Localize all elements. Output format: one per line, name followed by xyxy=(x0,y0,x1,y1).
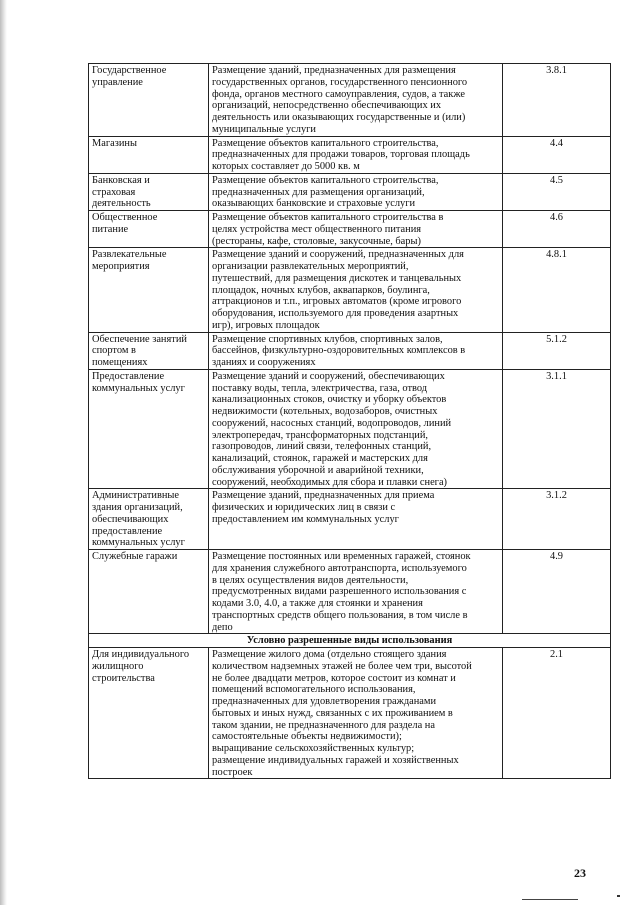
text-line: оборудования, используемого для проведения азартных xyxy=(212,308,459,319)
section-header-row xyxy=(89,634,611,648)
text-line: предназначенных для продажи товаров, торговая площадь xyxy=(212,149,470,161)
text-line: Магазины xyxy=(92,137,137,149)
text-line: Размещение зданий, предназначенных для приема xyxy=(212,490,435,502)
page-number: 23 xyxy=(574,866,586,880)
text-line: предназначенных для размещения организаций, xyxy=(212,186,425,198)
text-line: Банковская и xyxy=(92,174,150,186)
text-line: Служебные гаражи xyxy=(92,551,178,562)
table-row xyxy=(89,550,611,634)
text-line: бытовых и иных нужд, связанных с их проживанием в xyxy=(212,707,453,719)
use-description-cell xyxy=(209,64,503,137)
text-line: питание xyxy=(92,223,129,235)
text-line: деятельность или оказывающих государственные и (или) xyxy=(212,112,466,123)
use-description-cell xyxy=(209,211,503,248)
text-line: не более двадцати метров, которое состоит из комнат и xyxy=(212,672,456,684)
use-type-name-cell xyxy=(89,489,209,550)
use-type-name-cell xyxy=(89,648,209,779)
text-line: Предоставление xyxy=(92,370,165,382)
use-code-cell: 3.1.1 xyxy=(503,369,611,489)
text-line: Для индивидуального xyxy=(92,649,190,660)
use-description-cell xyxy=(209,489,503,550)
use-type-name-cell xyxy=(89,248,209,332)
text-line: в целях осуществления видов деятельности, xyxy=(212,574,409,586)
text-line: Размещение объектов капитального строительства, xyxy=(212,137,439,149)
table-row xyxy=(89,648,611,779)
table-row xyxy=(89,489,611,550)
use-description-cell xyxy=(209,173,503,210)
text-line: самостоятельные объекты недвижимости); xyxy=(212,731,402,743)
use-description-cell xyxy=(209,136,503,173)
text-line: канализационных стоков, очистку и уборку объектов xyxy=(212,394,447,406)
text-line: Развлекательные xyxy=(92,249,167,261)
use-type-name-cell xyxy=(89,173,209,210)
use-description-cell xyxy=(209,648,503,779)
section-title: Условно разрешенные виды использования xyxy=(89,634,611,648)
use-type-name-cell xyxy=(89,332,209,369)
text-line: управление xyxy=(92,76,143,88)
text-line: помещениях xyxy=(92,357,148,368)
text-line: деятельность xyxy=(92,198,151,210)
use-code-cell: 5.1.2 xyxy=(503,332,611,369)
text-line: Размещение объектов капитального строительства, xyxy=(212,174,439,186)
use-description-cell xyxy=(209,332,503,369)
text-line: здания организаций, xyxy=(92,502,183,513)
text-line: Размещение зданий и сооружений, обеспечивающих xyxy=(212,370,445,382)
text-line: коммунальных услуг xyxy=(92,537,185,549)
text-line: предоставление xyxy=(92,525,163,537)
table-row xyxy=(89,136,611,173)
use-description-cell xyxy=(209,248,503,332)
text-line: путешествий, для размещения дискотек и танцевальных xyxy=(212,272,462,284)
use-description-cell xyxy=(209,369,503,489)
text-line: которых составляет до 5000 кв. м xyxy=(212,161,360,172)
text-line: предоставлением им коммунальных услуг xyxy=(212,513,399,525)
use-code-cell: 3.8.1 xyxy=(503,64,611,137)
table-row xyxy=(89,64,611,137)
text-line: организаций, непосредственно обеспечивающих их xyxy=(212,100,442,112)
text-line: жилищного xyxy=(92,660,144,672)
text-line: поставку воды, тепла, электричества, газа, отвод xyxy=(212,382,428,394)
use-code-cell: 3.1.2 xyxy=(503,489,611,550)
table-row xyxy=(89,332,611,369)
use-code-cell: 4.5 xyxy=(503,173,611,210)
use-code-cell: 4.6 xyxy=(503,211,611,248)
text-line: транспортных средств общего пользования, в том числе в xyxy=(212,609,468,621)
text-line: спортом в xyxy=(92,345,136,357)
table-row xyxy=(89,211,611,248)
text-line: помещений вспомогательного использования, xyxy=(212,684,416,696)
text-line: Размещение зданий, предназначенных для размещения xyxy=(212,65,456,76)
text-line: количеством надземных этажей не более чем три, высотой xyxy=(212,660,472,672)
text-line: игр), игровых площадок xyxy=(212,319,320,331)
use-code-cell: 4.9 xyxy=(503,550,611,634)
text-line: Размещение объектов капитального строительства в xyxy=(212,212,444,223)
scan-artifact-line xyxy=(522,899,578,900)
text-line: коммунальных услуг xyxy=(92,382,185,394)
text-line: фонда, органов местного самоуправления, судов, а также xyxy=(212,88,465,100)
text-line: обслуживания уборочной и аварийной техники, xyxy=(212,464,424,476)
use-type-name-cell xyxy=(89,136,209,173)
text-line: Размещение спортивных клубов, спортивных залов, xyxy=(212,333,443,345)
text-line: для хранения служебного автотранспорта, используемого xyxy=(212,562,467,574)
table-row xyxy=(89,369,611,489)
text-line: целях устройства мест общественного питания xyxy=(212,223,422,235)
text-line: сооружений, насосных станций, водопроводов, линий xyxy=(212,417,452,429)
text-line: выращивание сельскохозяйственных культур; xyxy=(212,743,415,754)
text-line: Размещение зданий и сооружений, предназначенных для xyxy=(212,249,464,261)
text-line: площадок, ночных клубов, аквапарков, боулинга, xyxy=(212,284,430,296)
text-line: депо xyxy=(212,621,233,633)
text-line: бассейнов, физкультурно-оздоровительных комплексов в xyxy=(212,345,466,357)
text-line: Государственное xyxy=(92,65,167,76)
text-line: размещение индивидуальных гаражей и хозяйственных xyxy=(212,754,459,766)
text-line: электропередач, трансформаторных подстанций, xyxy=(212,429,428,441)
land-use-table-body xyxy=(89,64,611,779)
use-type-name-cell xyxy=(89,211,209,248)
text-line: Обеспечение занятий xyxy=(92,333,187,345)
text-line: организации развлекательных мероприятий, xyxy=(212,261,409,272)
use-code-cell: 2.1 xyxy=(503,648,611,779)
text-line: сооружений, необходимых для сбора и плавки снега) xyxy=(212,476,448,488)
text-line: обеспечивающих xyxy=(92,513,169,525)
use-description-cell xyxy=(209,550,503,634)
use-code-cell: 4.8.1 xyxy=(503,248,611,332)
text-line: Размещение жилого дома (отдельно стоящего здания xyxy=(212,649,447,660)
table-row xyxy=(89,248,611,332)
text-line: кодами 3.0, 4.0, а также для стоянки и хранения xyxy=(212,598,423,609)
scan-artifact-dot xyxy=(617,895,620,897)
text-line: мероприятия xyxy=(92,261,150,272)
use-type-name-cell xyxy=(89,369,209,489)
text-line: построек xyxy=(212,766,253,778)
text-line: предназначенных для удовлетворения гражданами xyxy=(212,696,437,707)
text-line: оказывающих банковские и страховые услуги xyxy=(212,198,416,210)
text-line: страховая xyxy=(92,186,136,198)
text-line: канализаций, стоянок, гаражей и мастерских для xyxy=(212,453,428,464)
land-use-table xyxy=(88,63,611,779)
text-line: Общественное xyxy=(92,212,158,223)
text-line: муниципальные услуги xyxy=(212,123,316,135)
text-line: аттракционов и т.п., игровых автоматов (кроме игрового xyxy=(212,296,462,308)
use-type-name-cell xyxy=(89,550,209,634)
text-line: недвижимости (котельных, водозаборов, очистных xyxy=(212,406,438,417)
table-row xyxy=(89,173,611,210)
use-code-cell: 4.4 xyxy=(503,136,611,173)
use-type-name-cell xyxy=(89,64,209,137)
text-line: предусмотренных видами разрешенного использования с xyxy=(212,586,467,598)
text-line: таком здании, не предназначенного для раздела на xyxy=(212,719,435,731)
text-line: Административные xyxy=(92,490,180,502)
text-line: строительства xyxy=(92,672,155,684)
text-line: зданиях и сооружениях xyxy=(212,357,316,368)
text-line: газопроводов, линий связи, телефонных станций, xyxy=(212,441,432,453)
text-line: (рестораны, кафе, столовые, закусочные, бары) xyxy=(212,235,421,247)
text-line: физических и юридических лиц в связи с xyxy=(212,502,396,513)
text-line: государственных органов, государственного пенсионного xyxy=(212,76,468,88)
text-line: Размещение постоянных или временных гаражей, стоянок xyxy=(212,551,471,562)
